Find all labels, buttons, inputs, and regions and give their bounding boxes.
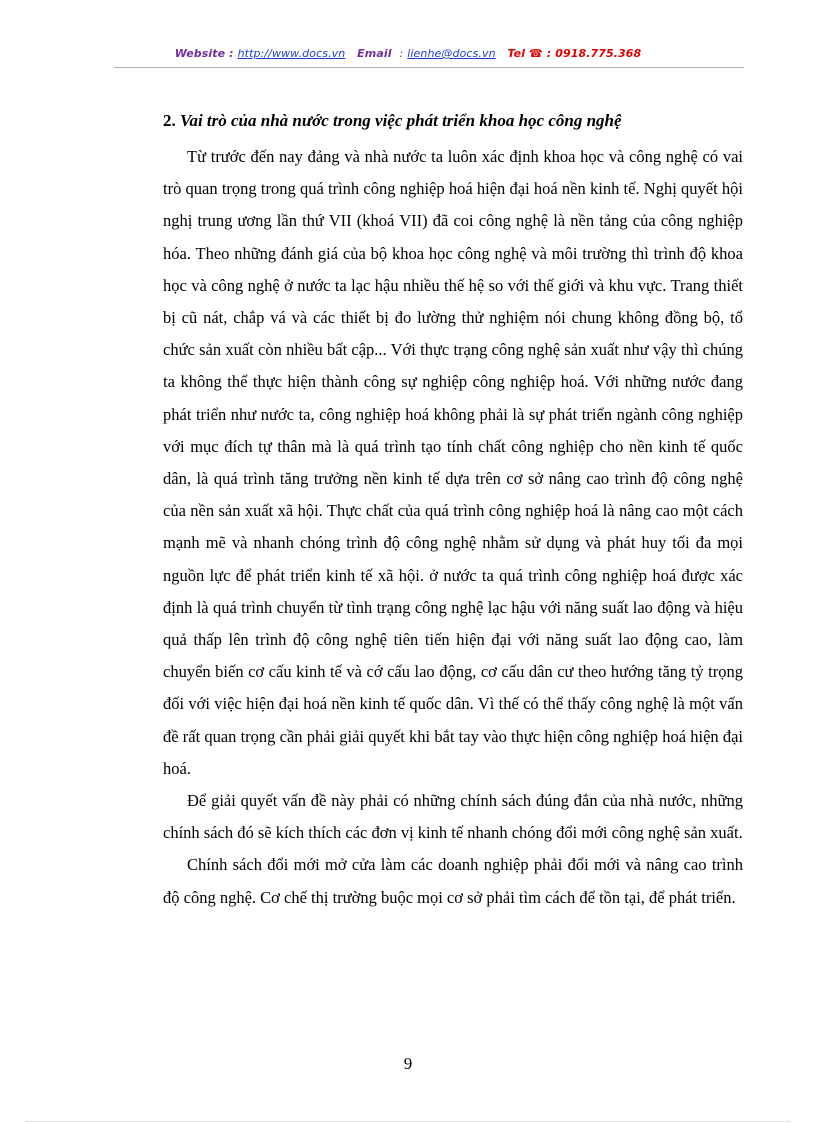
email-separator: : xyxy=(399,47,404,60)
tel-value: 0918.775.368 xyxy=(555,47,642,60)
email-label: Email xyxy=(357,47,392,60)
section-number: 2. xyxy=(163,111,176,130)
paragraph: Từ trước đến nay đảng và nhà nước ta luôn xác định khoa học và công nghệ có vai trò quan trọng trong quá trình công nghiệp hoá hiện đại hoá nền kinh tế. Nghị quyết hội nghị trung ương lần thứ VII (khoá VII) đã coi công nghệ là nền tảng của công nghiệp hóa. Theo những đánh giá của bộ khoa học công nghệ và môi trường thì trình độ khoa học và công nghệ ở nước ta lạc hậu nhiều thế hệ so với thế giới và khu vực. Trang thiết bị cũ nát, chắp vá và các thiết bị đo lường thử nghiệm nói chung không đồng bộ, tổ chức sản xuất còn nhiều bất cập... Với thực trạng công nghệ sản xuất như vậy thì chúng ta không thể thực hiện thành công sự nghiệp công nghiệp hoá. Với những nước đang phát triển như nước ta, công nghiệp hoá không phải là sự phát triển ngành công nghiệp với mục đích tự thân mà là quá trình tạo tính chất công nghiệp cho nền kinh tế quốc dân, là quá trình tăng trưởng nền kinh tế dựa trên cơ sở nâng cao trình độ công nghệ của nền sản xuất xã hội. Thực chất của quá trình công nghiệp hoá là nâng cao một cách mạnh mẽ và nhanh chóng trình độ công nghệ nhằm sử dụng và phát huy tối đa mọi nguồn lực để phát triển kinh tế xã hội. ở nước ta quá trình công nghiệp hoá được xác định là quá trình chuyển từ tình trạng công nghệ lạc hậu với năng suất lao động và hiệu quả thấp lên trình độ công nghệ tiên tiến hiện đại với năng suất lao động cao, làm chuyển biến cơ cấu kinh tế và cớ cấu lao động, cơ cấu dân cư theo hướng tăng tỷ trọng đối với việc hiện đại hoá nền kinh tế quốc dân. Vì thế có thể thấy công nghệ là một vấn đề rất quan trọng cần phải giải quyết khi bắt tay vào thực hiện công nghiệp hoá hiện đại hoá. xyxy=(163,147,743,778)
page-number: 9 xyxy=(403,1054,413,1073)
header-divider xyxy=(114,67,744,68)
page-header xyxy=(0,47,816,60)
website-link[interactable]: http://www.docs.vn xyxy=(237,47,346,60)
section-title: Vai trò của nhà nước trong việc phát triển khoa học công nghệ xyxy=(180,111,622,130)
document-body xyxy=(163,107,743,914)
tel-label: Tel ☎ : xyxy=(507,47,552,60)
email-link[interactable]: lienhe@docs.vn xyxy=(407,47,496,60)
paragraph: Để giải quyết vấn đề này phải có những chính sách đúng đắn của nhà nước, những chính sách đó sẽ kích thích các đơn vị kinh tế nhanh chóng đổi mới công nghệ sản xuất. xyxy=(163,791,743,843)
website-label: Website : xyxy=(174,47,234,60)
section-heading xyxy=(163,107,743,135)
paragraph: Chính sách đổi mới mở cửa làm các doanh nghiệp phải đổi mới và nâng cao trình độ công nghệ. Cơ chế thị trường buộc mọi cơ sở phải tìm cách để tồn tại, để phát triển. xyxy=(163,855,743,907)
footer-divider xyxy=(26,1121,790,1122)
